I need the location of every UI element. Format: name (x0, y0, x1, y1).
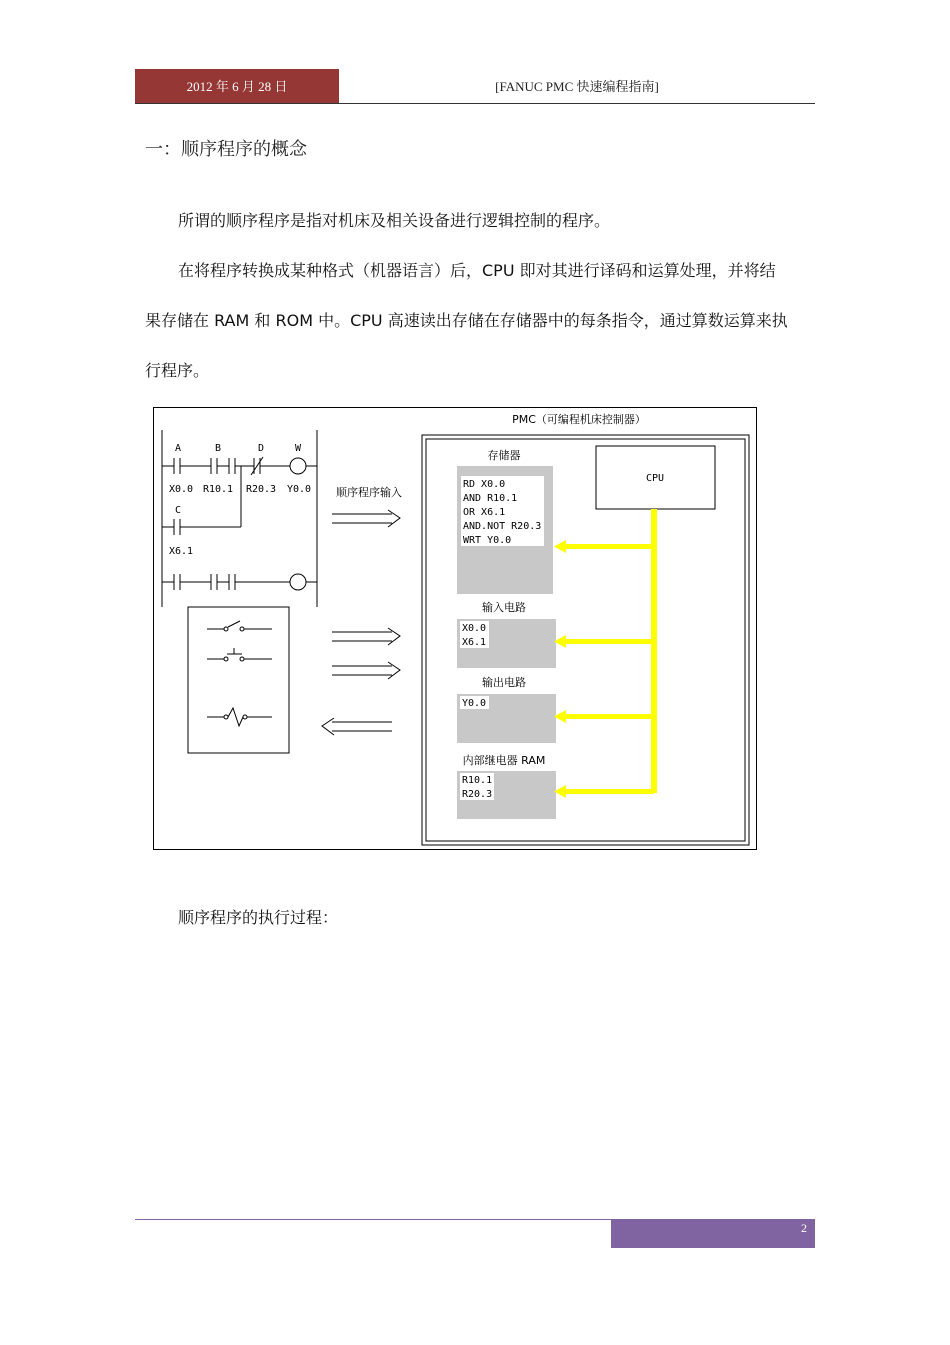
ladder-label-b: B (214, 443, 222, 454)
data-bus (554, 509, 657, 798)
pmc-diagram (153, 407, 757, 850)
program-input-label: 顺序程序输入 (336, 486, 402, 499)
ladder-address-y00: Y0.0 (286, 484, 312, 495)
paragraph-line-1: 在将程序转换成某种格式（机器语言）后，CPU 即对其进行译码和运算处理，并将结 (178, 261, 776, 280)
input-circuit-line-1: X0.0 (462, 623, 487, 634)
output-circuit-title: 输出电路 (482, 676, 526, 689)
memory-line-1: RD X0.0 (463, 479, 506, 490)
pmc-diagram-svg (154, 408, 758, 851)
input-circuit-line-2: X6.1 (462, 637, 487, 648)
memory-line-5: WRT Y0.0 (463, 535, 512, 546)
memory-line-4: AND.NOT R20.3 (463, 521, 542, 532)
input-arrow-1 (332, 628, 400, 645)
section-heading: 一：顺序程序的概念 (145, 139, 307, 160)
ladder-label-w: W (294, 443, 302, 454)
internal-relay-line-1: R10.1 (462, 775, 493, 786)
memory-title: 存储器 (487, 449, 521, 462)
ladder-label-c: C (174, 505, 182, 516)
ladder-address-x61: X6.1 (168, 546, 194, 557)
figure-caption: 顺序程序的执行过程： (178, 908, 339, 927)
memory-line-3: OR X6.1 (463, 507, 506, 518)
header-date: 2012 年 6 月 28 日 (135, 69, 339, 104)
paragraph-line-3: 行程序。 (145, 361, 210, 380)
memory-line-2: AND R10.1 (463, 493, 518, 504)
ladder-address-r203: R20.3 (245, 484, 277, 495)
page-number: 2 (611, 1219, 815, 1248)
pmc-title: PMC（可编程机床控制器） (512, 413, 646, 426)
internal-relay-title: 内部继电器 RAM (462, 754, 546, 767)
header-title: [FANUC PMC 快速编程指南] (495, 79, 659, 94)
paragraph-line-2: 果存储在 RAM 和 ROM 中。CPU 高速读出存储在存储器中的每条指令，通过算数运算来执 (145, 311, 788, 330)
header-rule (135, 103, 815, 104)
input-arrow-2 (332, 662, 400, 679)
ladder-label-a: A (174, 443, 182, 454)
output-arrow (322, 718, 392, 735)
internal-relay-line-2: R20.3 (462, 789, 493, 800)
ladder-address-x00: X0.0 (168, 484, 194, 495)
cpu-label: CPU (645, 473, 665, 484)
output-circuit-line-1: Y0.0 (462, 698, 487, 709)
field-devices (188, 607, 289, 753)
ladder-diagram (162, 430, 317, 607)
ladder-address-r101: R10.1 (202, 484, 234, 495)
program-input-arrow (332, 510, 400, 527)
paragraph-definition: 所谓的顺序程序是指对机床及相关设备进行逻辑控制的程序。 (178, 211, 611, 230)
ladder-label-d: D (257, 443, 265, 454)
input-circuit-title: 输入电路 (482, 601, 526, 614)
